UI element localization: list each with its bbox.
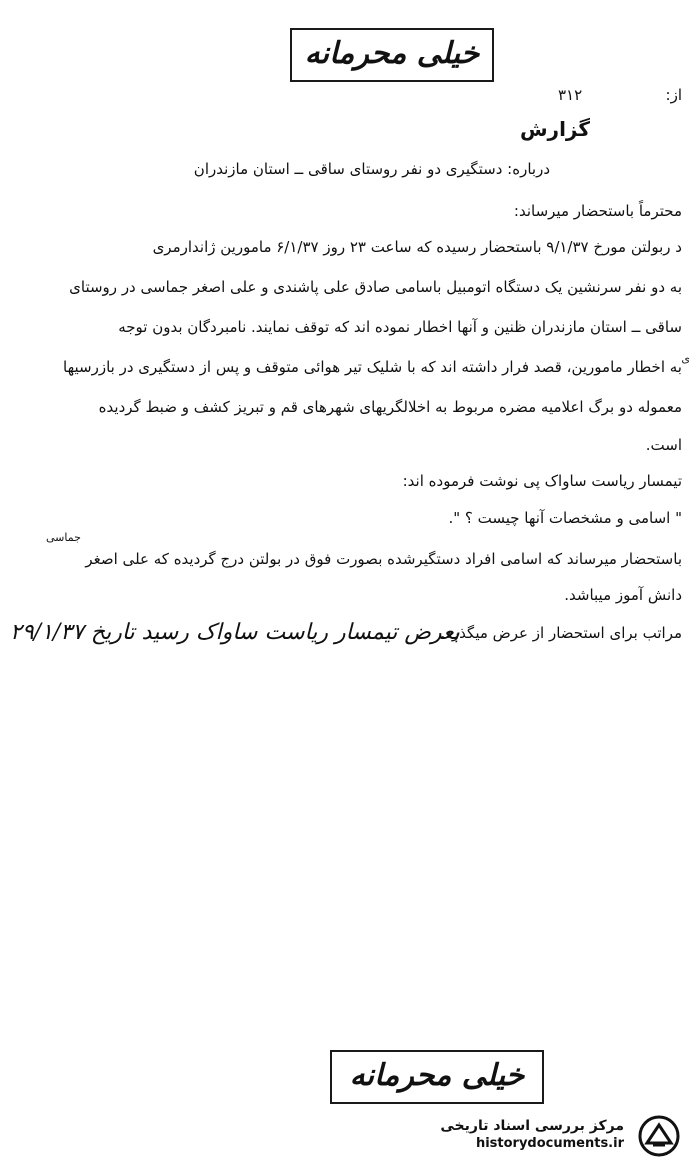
body-line-4-correction: ی <box>681 352 690 365</box>
body-paragraph-4-insertion: جماسی <box>46 531 81 544</box>
body-paragraph-4-line-1: باستحضار میرساند که اسامی افراد دستگیرشده بصورت فوق در بولتن درج گردیده که علی اصغر <box>85 550 682 568</box>
salutation: محترماً باستحضار میرساند: <box>513 202 682 220</box>
from-number: ۳۱۲ <box>558 86 583 104</box>
classification-stamp-top: خیلی محرمانه <box>290 28 494 82</box>
body-paragraph-3: " اسامی و مشخصات آنها چیست ؟ ". <box>448 509 682 527</box>
archive-logo-icon <box>635 1115 683 1157</box>
document-subject: درباره: دستگیری دو نفر روستای ساقی ــ استان مازندران <box>193 160 550 178</box>
archive-org-name: مرکز بررسی اسناد تاریخی <box>440 1118 624 1134</box>
handwritten-note: بعرض تیمسار ریاست ساواک رسید تاریخ ۲۹/۱/۳۷ <box>10 620 460 645</box>
archive-website: historydocuments.ir <box>475 1136 624 1151</box>
from-label: از: <box>665 86 682 104</box>
body-line-5: معموله دو برگ اعلامیه مضره مربوط به اخلالگریهای شهرهای قم و تبریز کشف و ضبط گردیده <box>98 398 682 416</box>
body-line-3: ساقی ــ استان مازندران ظنین و آنها اخطار نموده اند که توقف نمایند. نامبردگان بدون توجه <box>118 318 682 336</box>
body-line-1: د ربولتن مورخ ۹/۱/۳۷ باستحضار رسیده که ساعت ۲۳ روز ۶/۱/۳۷ مامورین ژاندارمری <box>152 238 682 256</box>
document-title: گزارش <box>519 117 590 141</box>
body-line-2: به دو نفر سرنشین یک دستگاه اتومبیل باسامی صادق علی پاشندی و علی اصغر جماسی در روستای <box>69 278 682 296</box>
body-line-4: به اخطار مامورین، قصد فرار داشته اند که با شلیک تیر هوائی متوقف و پس از دستگیری در بازرسیها <box>63 358 682 376</box>
body-paragraph-5: مراتب برای استحضار از عرض میگذرد. <box>440 624 682 642</box>
body-paragraph-2: تیمسار ریاست ساواک پی نوشت فرموده اند: <box>402 472 682 490</box>
body-paragraph-4-line-2: دانش آموز میباشد. <box>564 586 682 604</box>
body-line-6: است. <box>645 436 682 454</box>
classification-stamp-bottom: خیلی محرمانه <box>330 1050 544 1104</box>
